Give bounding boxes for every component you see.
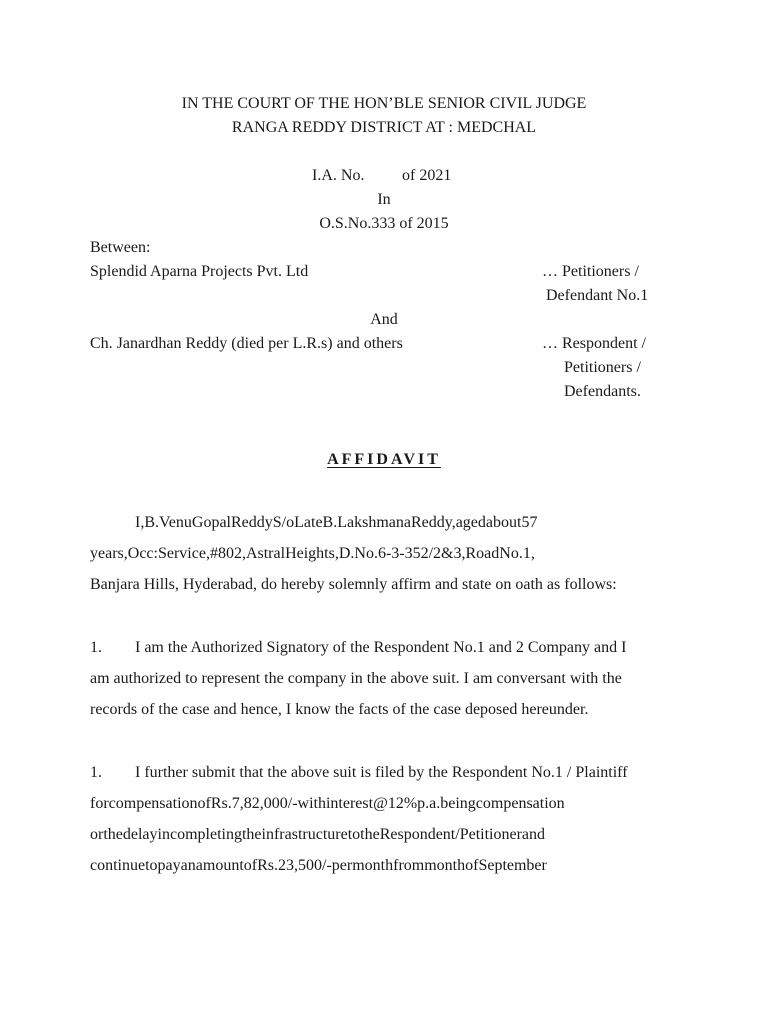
paragraph-1-number: 1. [90, 639, 102, 656]
court-heading-line1: IN THE COURT OF THE HON’BLE SENIOR CIVIL JUDGE [181, 95, 587, 112]
word: or [90, 826, 104, 843]
ia-number-label: I.A. No. [312, 167, 365, 184]
paragraph-1-line-1: I am the Authorized Signatory of the Respondent No.1 and 2 Company and I [135, 639, 627, 656]
os-number: O.S.No.333 of 2015 [319, 215, 449, 232]
word: compensation [475, 795, 565, 812]
paragraph-1-line-3: records of the case and hence, I know the facts of the case deposed hereunder. [90, 701, 589, 718]
word: p.a. [417, 795, 441, 812]
word: with [297, 795, 326, 812]
word: continue [90, 857, 146, 874]
word: the [241, 826, 262, 843]
affidavit-title: AFFIDAVIT [327, 451, 441, 468]
word: Astral [245, 545, 286, 562]
word: to [145, 857, 158, 874]
word: # [209, 545, 218, 562]
ia-number-year: of 2021 [402, 167, 452, 184]
and-label: And [370, 311, 398, 328]
petitioner-role-line1: … Petitioners / [542, 263, 639, 280]
word: B. [322, 514, 338, 531]
intro-line-3: Banjara Hills, Hyderabad, do hereby solemnly affirm and state on oath as follows: [90, 576, 617, 593]
word: 802, [217, 545, 246, 562]
respondent-name: Ch. Janardhan Reddy (died per L.R.s) and others [90, 335, 403, 352]
paragraph-2-line-3 [90, 819, 676, 850]
petitioner-name: Splendid Aparna Projects Pvt. Ltd [90, 263, 309, 280]
word: S/o [272, 514, 295, 531]
word: years, [90, 545, 128, 562]
respondent-role-line3: Defendants. [564, 383, 641, 400]
word: Respondent/Petitioner [379, 826, 522, 843]
intro-line-2 [90, 538, 676, 569]
respondent-role-line1: … Respondent / [542, 335, 646, 352]
intro-line-1 [90, 507, 676, 538]
word: of [465, 857, 479, 874]
word: completing [169, 826, 242, 843]
word: per [331, 857, 353, 874]
word: Reddy, [410, 514, 456, 531]
word: Late [294, 514, 323, 531]
paragraph-1-first-line [90, 632, 676, 663]
word: about [485, 514, 522, 531]
word: Lakshmana [337, 514, 411, 531]
word: Rs.7,82,000/- [210, 795, 298, 812]
word: September [478, 857, 547, 874]
word: Venu [159, 514, 192, 531]
paragraph-2-first-line [90, 757, 676, 788]
word: and [521, 826, 546, 843]
word: D.No.6-3-352/2&3, [338, 545, 466, 562]
word: I, [135, 514, 145, 531]
paragraph-1 [90, 632, 676, 725]
word: aged [455, 514, 486, 531]
word: % [403, 795, 418, 812]
word: infrastructure [261, 826, 348, 843]
paragraph-2 [90, 757, 676, 881]
word: being [440, 795, 476, 812]
word: from [393, 857, 425, 874]
word: @ [373, 795, 388, 812]
word: of [243, 857, 258, 874]
paragraph-2-line-2 [90, 788, 676, 819]
word: pay [157, 857, 181, 874]
word: to [347, 826, 361, 843]
word: Rs. [257, 857, 278, 874]
intro-paragraph [90, 507, 676, 600]
word: month [424, 857, 466, 874]
word: No.1, [499, 545, 535, 562]
word: Heights, [285, 545, 339, 562]
between-label: Between: [90, 239, 151, 256]
word: for [90, 795, 109, 812]
word: interest [325, 795, 374, 812]
word: 12 [387, 795, 404, 812]
word: the [103, 826, 123, 843]
word: the [360, 826, 380, 843]
word: 23,500/- [278, 857, 332, 874]
word: delay [122, 826, 158, 843]
paragraph-2-line-4 [90, 850, 676, 881]
paragraph-2-line-1: I further submit that the above suit is filed by the Respondent No.1 / Plaintiff [135, 764, 628, 781]
respondent-role-line2: Petitioners / [564, 359, 641, 376]
word: B. [144, 514, 159, 531]
case-in-label: In [377, 191, 391, 208]
word: Service, [157, 545, 210, 562]
petitioner-role-line2: Defendant No.1 [546, 287, 649, 304]
word: Reddy [231, 514, 273, 531]
word: an [180, 857, 196, 874]
word: Occ: [127, 545, 158, 562]
word: Gopal [191, 514, 231, 531]
word: Road [465, 545, 500, 562]
word: of [197, 795, 211, 812]
paragraph-2-number: 1. [90, 764, 102, 781]
word: in [157, 826, 170, 843]
paragraph-1-line-2: am authorized to represent the company in the above suit. I am conversant with the [90, 670, 622, 687]
word: month [352, 857, 394, 874]
word: 57 [521, 514, 538, 531]
court-heading-line2: RANGA REDDY DISTRICT AT : MEDCHAL [231, 119, 537, 136]
word: amount [195, 857, 244, 874]
word: compensation [108, 795, 198, 812]
